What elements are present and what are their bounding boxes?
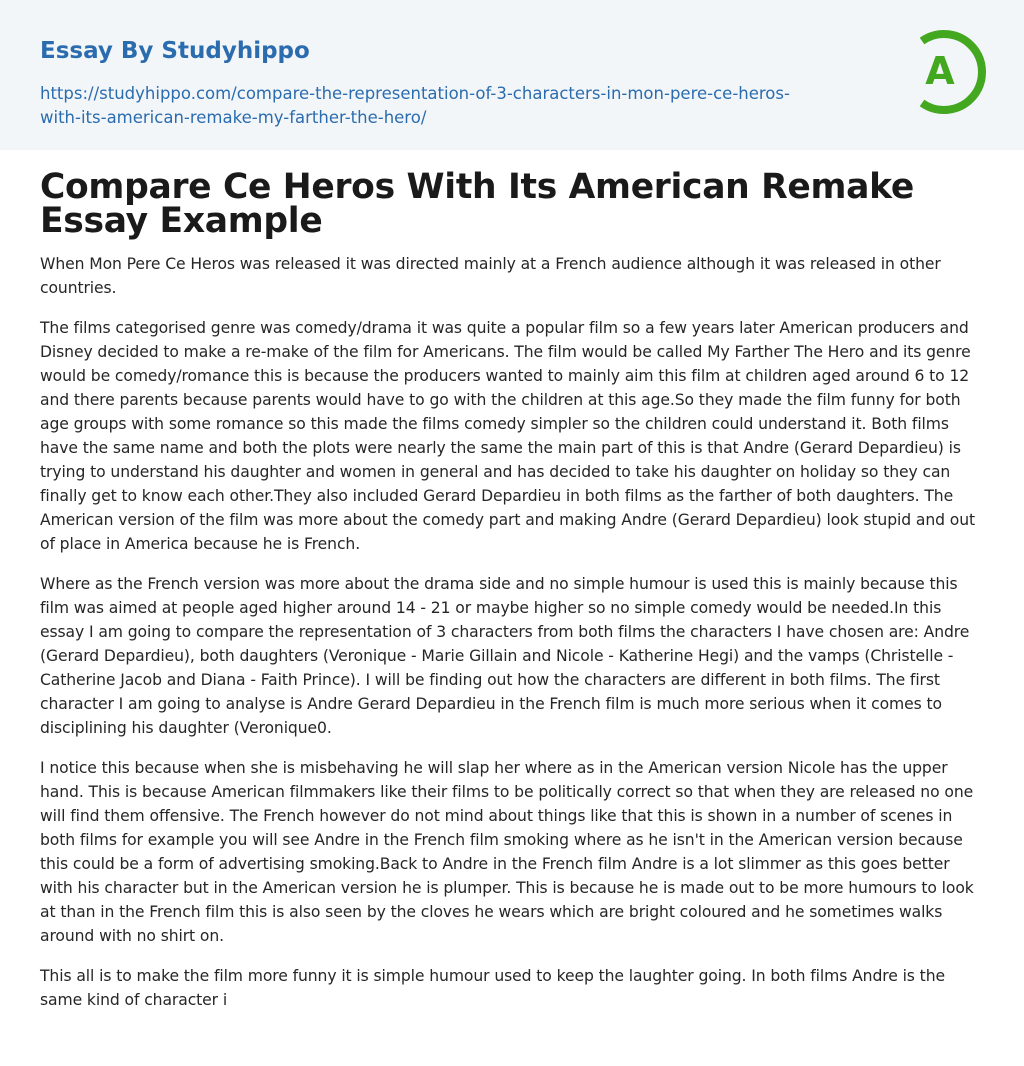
brand-title[interactable]: Essay By Studyhippo xyxy=(40,38,310,64)
essay-paragraph: Where as the French version was more about the drama side and no simple humour is used this is mainly because this film was aimed at people aged higher around 14 - 21 or maybe higher so no simple comedy would be needed.In this essay I am going to compare the representation of 3 characters from both films the characters I have chosen are: Andre (Gerard Depardieu), both daughters (Veronique - Marie Gillain and Nicole - Katherine Hegi) and the vamps (Christelle - Catherine Jacob and Diana - Faith Prince). I will be finding out how the characters are different in both films. The first character I am going to analyse is Andre Gerard Depardieu in the French film is much more serious when it comes to disciplining his daughter (Veronique0. xyxy=(40,575,970,737)
essay-content xyxy=(40,167,986,1028)
essay-paragraph: The films categorised genre was comedy/drama it was quite a popular film so a few years later American producers and Disney decided to make a re-make of the film for Americans. The film would be called My Farther The Hero and its genre would be comedy/romance this is because the producers wanted to mainly aim this film at children aged around 6 to 12 and there parents because parents would have to go with the children at this age.So they made the film funny for both age groups with some romance so this made the films comedy simpler so the children could understand it. Both films have the same name and both the plots were nearly the same the main part of this is that Andre (Gerard Depardieu) is trying to understand his daughter and women in general and has decided to take his daughter on holiday so they can finally get to know each other.They also included Gerard Depardieu in both films as the farther of both daughters. The American version of the film was more about the comedy part and making Andre (Gerard Depardieu) look stupid and out of place in America because he is French. xyxy=(40,319,976,553)
logo-letter: A xyxy=(925,49,955,93)
site-header xyxy=(0,0,1024,150)
essay-title: Compare Ce Heros With Its American Remake Essay Example xyxy=(40,167,914,241)
essay-paragraph: I notice this because when she is misbehaving he will slap her where as in the American version Nicole has the upper hand. This is because American filmmakers like their films to be politically correct so that when they are released no one will find them offensive. The French however do not mind about things like that this is shown in a number of scenes in both films for example you will see Andre in the French film smoking where as he isn't in the American version because this could be a form of advertising smoking.Back to Andre in the French film Andre is a lot slimmer as this goes better with his character but in the American version he is plumper. This is because he is made out to be more humours to look at than in the French film this is also seen by the cloves he wears which are bright coloured and he sometimes walks around with no shirt on. xyxy=(40,759,974,945)
essay-paragraph: When Mon Pere Ce Heros was released it was directed mainly at a French audience although it was released in other countries. xyxy=(40,255,941,297)
studyhippo-logo-icon[interactable] xyxy=(908,28,988,116)
source-url-line-1: https://studyhippo.com/compare-the-representation-of-3-characters-in-mon-pere-ce-heros- xyxy=(40,84,790,103)
source-url-line-2: with-its-american-remake-my-farther-the-hero/ xyxy=(40,108,427,127)
essay-paragraph: This all is to make the film more funny it is simple humour used to keep the laughter going. In both films Andre is the same kind of character i xyxy=(40,967,945,1009)
source-url-link[interactable] xyxy=(40,82,820,130)
